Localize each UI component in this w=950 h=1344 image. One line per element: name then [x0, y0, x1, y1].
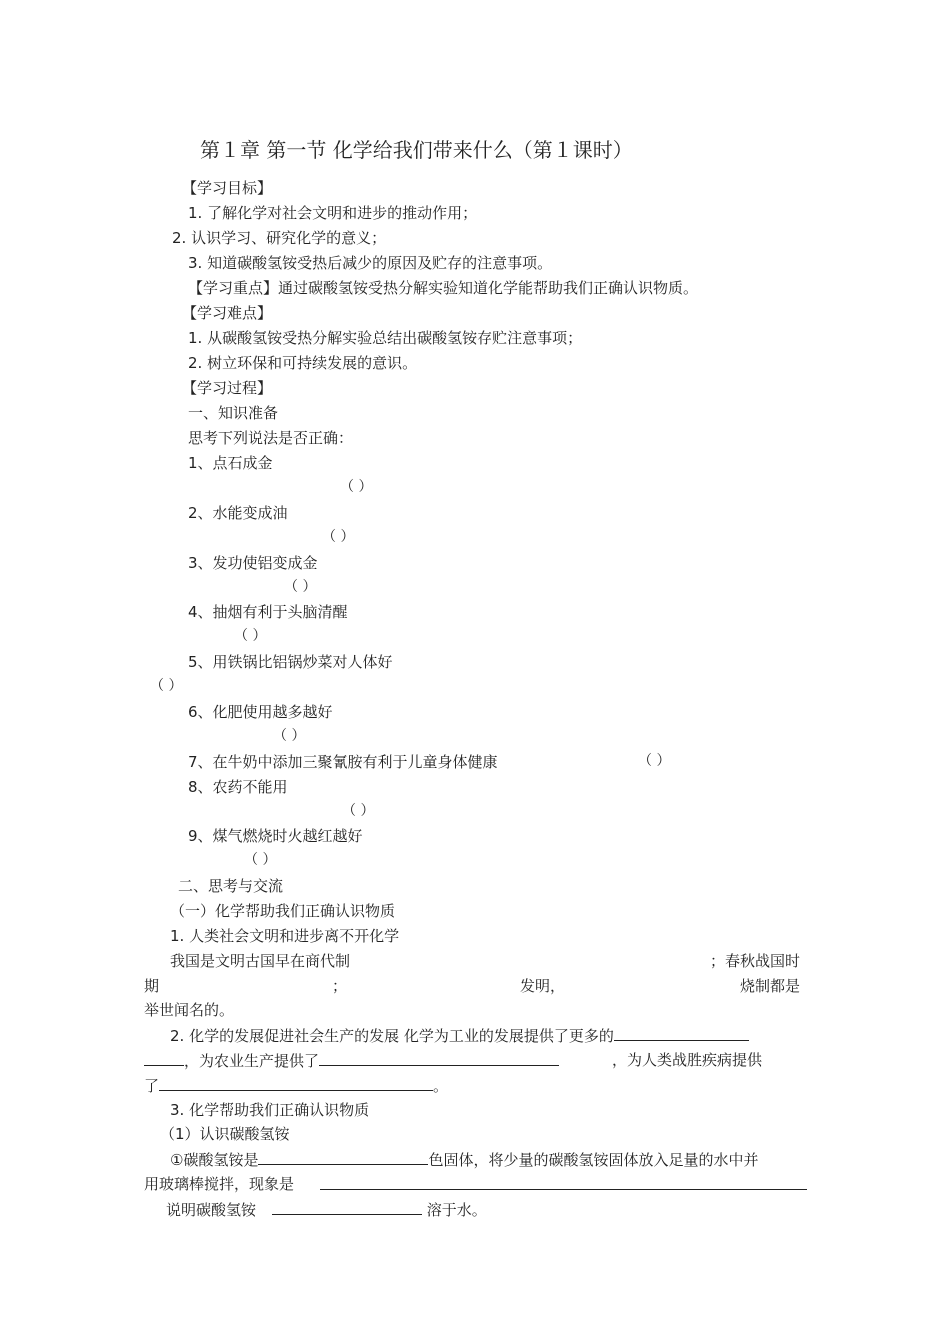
- p2-line2: [144, 1050, 559, 1071]
- p3-text: 溶于水。: [426, 1201, 487, 1219]
- p3-sub: （1）认识碳酸氢铵: [160, 1125, 290, 1143]
- answer-paren[interactable]: （ ）: [322, 529, 355, 545]
- p3-line1: [170, 1149, 758, 1170]
- p2-text: 。: [433, 1077, 449, 1095]
- p1-line2-text: 烧制都是: [740, 977, 801, 995]
- p1-title: 1. 人类社会文明和进步离不开化学: [170, 927, 400, 945]
- p1-line2-text: 发明，: [520, 977, 566, 995]
- p2-text: 2. 化学的发展促进社会生产的发展 化学为工业的发展提供了更多的: [170, 1027, 614, 1045]
- objective-item: 3. 知道碳酸氢铵受热后减少的原因及贮存的注意事项。: [188, 254, 553, 272]
- p2-text: 了: [144, 1077, 160, 1095]
- p2-text: ，为人类战胜疾病提供: [612, 1051, 763, 1069]
- p1-line1-text: ；春秋战国时: [710, 952, 801, 970]
- objectives-heading: 【学习目标】: [182, 179, 273, 197]
- p1-line3-text: 举世闻名的。: [144, 1001, 235, 1019]
- blank-line[interactable]: [614, 1025, 749, 1041]
- answer-paren[interactable]: （ ）: [273, 728, 306, 744]
- p1-line2-text: 期: [144, 977, 160, 995]
- p3-text: 色固体，将少量的碳酸氢铵固体放入足量的水中并: [428, 1151, 759, 1169]
- section2-sub1: （一）化学帮助我们正确认识物质: [170, 902, 396, 920]
- answer-paren[interactable]: （ ）: [638, 753, 671, 769]
- section2-heading: 二、思考与交流: [178, 877, 284, 895]
- blank-line[interactable]: [320, 1174, 807, 1190]
- blank-line[interactable]: [272, 1199, 422, 1215]
- answer-paren[interactable]: （ ）: [244, 852, 277, 868]
- p1-line2-text: ；: [332, 977, 348, 995]
- statement-item: 5、用铁锅比铝锅炒菜对人体好: [188, 653, 393, 671]
- objective-item: 1. 了解化学对社会文明和进步的推动作用；: [188, 204, 478, 222]
- blank-line[interactable]: [258, 1149, 428, 1165]
- p2-line3: [144, 1075, 448, 1096]
- blank-line[interactable]: [319, 1050, 559, 1066]
- blank-line[interactable]: [159, 1075, 433, 1091]
- p1-line1-text: 我国是文明古国早在商代制: [170, 952, 351, 970]
- statement-item: 2、水能变成油: [188, 504, 288, 522]
- p2-text: ，为农业生产提供了: [184, 1052, 320, 1070]
- answer-paren[interactable]: （ ）: [150, 678, 183, 694]
- statement-item: 3、发功使铝变成金: [188, 554, 318, 572]
- difficulty-heading: 【学习难点】: [182, 304, 273, 322]
- process-heading: 【学习过程】: [182, 379, 273, 397]
- section1-heading: 一、知识准备: [188, 404, 279, 422]
- statement-item: 1、点石成金: [188, 454, 273, 472]
- statement-item: 4、抽烟有利于头脑清醒: [188, 603, 348, 621]
- answer-paren[interactable]: （ ）: [234, 628, 267, 644]
- difficulty-item: 1. 从碳酸氢铵受热分解实验总结出碳酸氢铵存贮注意事项；: [188, 329, 583, 347]
- p2-line1: [170, 1025, 749, 1046]
- section1-prompt: 思考下列说法是否正确：: [188, 429, 354, 447]
- p3-line3: [166, 1199, 487, 1220]
- answer-paren[interactable]: （ ）: [284, 579, 317, 595]
- statement-item: 7、在牛奶中添加三聚氰胺有利于儿童身体健康: [188, 753, 498, 771]
- statement-item: 9、煤气燃烧时火越红越好: [188, 827, 363, 845]
- statement-item: 8、农药不能用: [188, 778, 288, 796]
- p3-line2-text: 用玻璃棒搅拌，现象是: [144, 1175, 295, 1193]
- statement-item: 6、化肥使用越多越好: [188, 703, 333, 721]
- p3-text: ①碳酸氢铵是: [170, 1151, 259, 1169]
- objective-item: 2. 认识学习、研究化学的意义；: [172, 229, 387, 247]
- key-point: 【学习重点】通过碳酸氢铵受热分解实验知道化学能帮助我们正确认识物质。: [188, 279, 699, 297]
- difficulty-item: 2. 树立环保和可持续发展的意识。: [188, 354, 418, 372]
- page-title: 第１章 第一节 化学给我们带来什么（第１课时）: [200, 138, 633, 162]
- p3-title: 3. 化学帮助我们正确认识物质: [170, 1101, 370, 1119]
- blank-line[interactable]: [144, 1050, 184, 1066]
- p3-text: 说明碳酸氢铵: [166, 1201, 257, 1219]
- answer-paren[interactable]: （ ）: [340, 479, 373, 495]
- answer-paren[interactable]: （ ）: [342, 803, 375, 819]
